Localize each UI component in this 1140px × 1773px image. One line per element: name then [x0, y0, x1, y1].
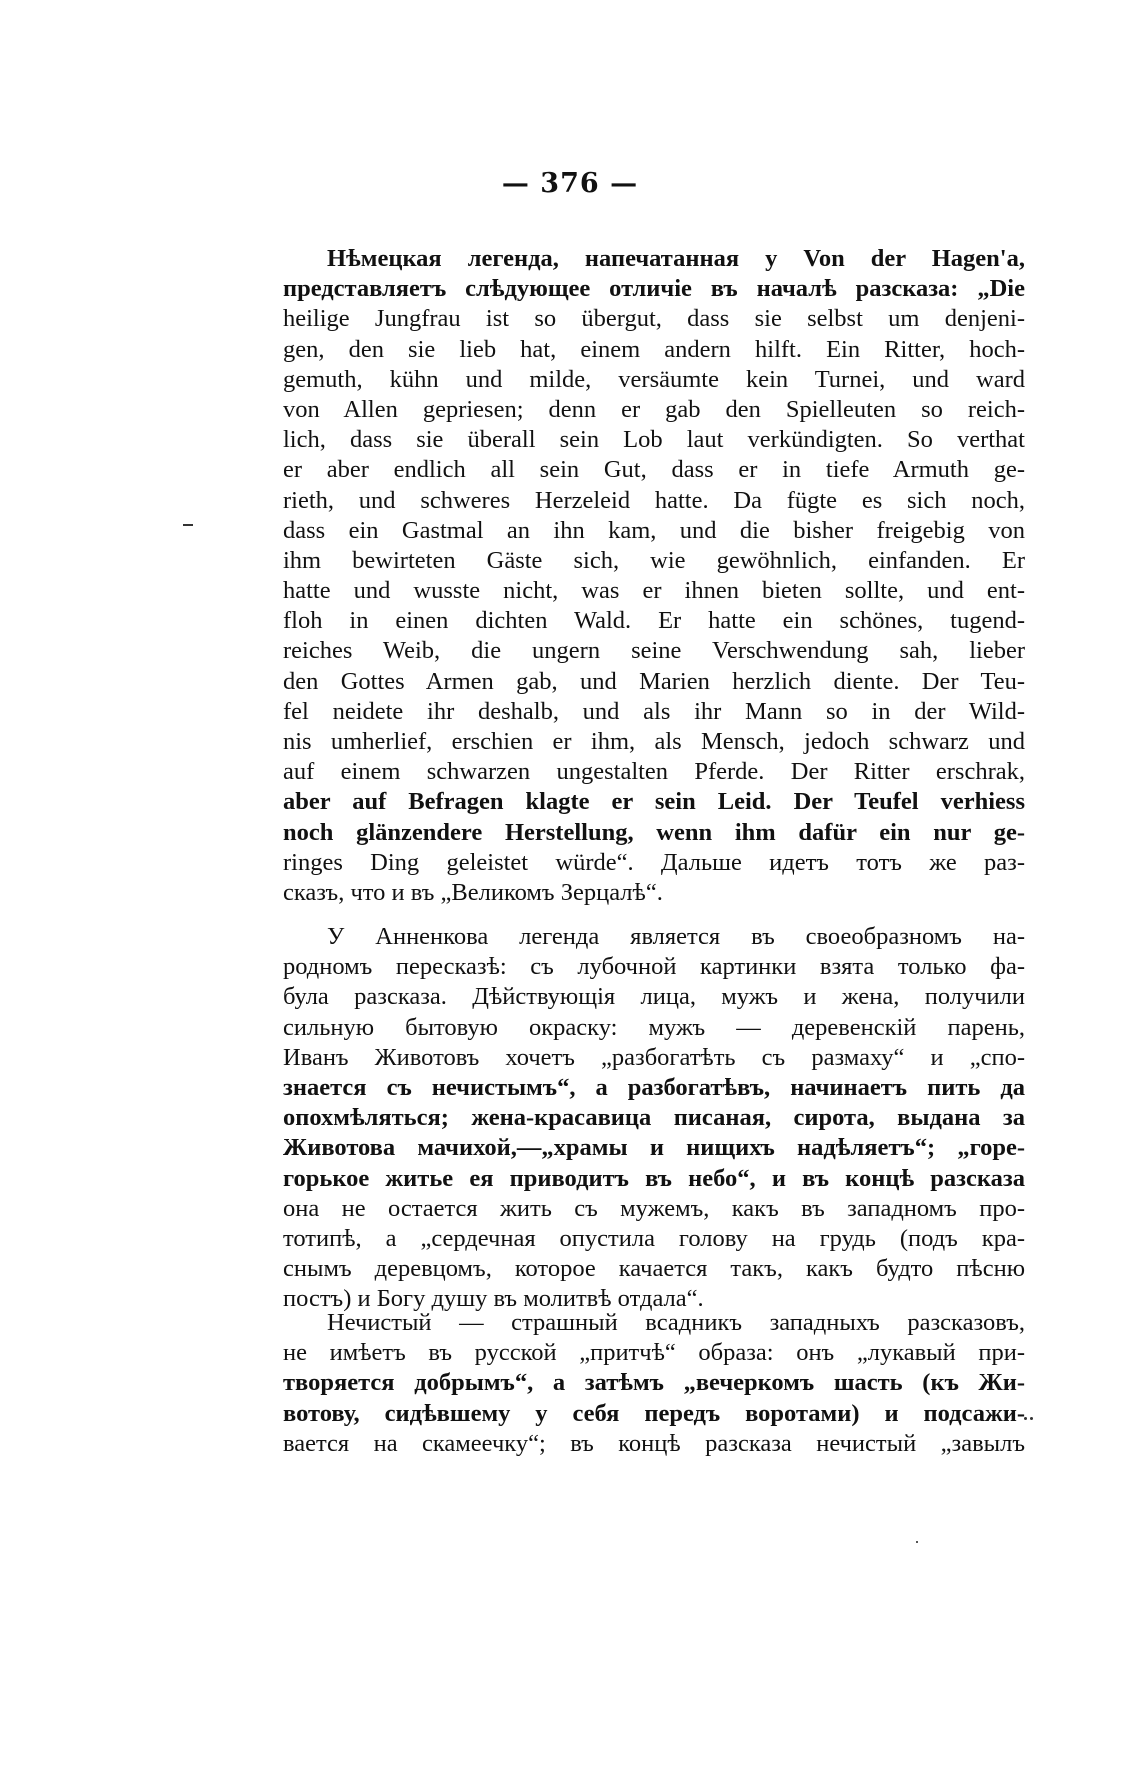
text-line: gen, den sie lieb hat, einem andern hilft. Ein Ritter, hoch-: [283, 335, 1025, 363]
text-line: не имѣетъ въ русской „притчѣ“ образа: онъ „лукавый при-: [283, 1339, 1025, 1367]
text-line: вотову, сидѣвшему у себя передъ воротами) и подсажи-: [283, 1399, 1025, 1427]
text-line: reiches Weib, die ungern seine Verschwendung sah, lieber: [283, 637, 1025, 665]
paragraph-unclean-rider: [283, 1308, 1025, 1459]
text-line: сильную бытовую окраску: мужъ — деревенскій парень,: [283, 1013, 1025, 1041]
text-line: rieth, und schweres Herzeleid hatte. Da fügte es sich noch,: [283, 486, 1025, 514]
text-line: auf einem schwarzen ungestalten Pferde. Der Ritter erschrak,: [283, 758, 1025, 786]
text-line: gemuth, kühn und milde, versäumte kein Turnei, und ward: [283, 365, 1025, 393]
text-line: fel neidete ihr deshalb, und als ihr Mann so in der Wild-: [283, 697, 1025, 725]
text-line: lich, dass sie überall sein Lob laut verkündigten. So verthat: [283, 426, 1025, 454]
text-line: ringes Ding geleistet würde“. Дальше идетъ тотъ же раз-: [283, 848, 1025, 876]
paragraph-german-legend: [283, 244, 1025, 908]
text-line: dass ein Gastmal an ihn kam, und die bisher freigebig von: [283, 516, 1025, 544]
text-line: Животова мачихой,—„храмы и нищихъ надѣляетъ“; „горе-: [283, 1134, 1025, 1162]
page-number: — 376 —: [501, 168, 639, 199]
margin-mark-left: [183, 524, 193, 526]
text-line: сказъ, что и въ „Великомъ Зерцалѣ“.: [283, 878, 663, 906]
text-line: Нечистый — страшный всадникъ западныхъ разсказовъ,: [327, 1309, 1025, 1336]
text-line: тотипѣ, а „сердечная опустила голову на грудь (подъ кра-: [283, 1224, 1025, 1252]
text-line: floh in einen dichten Wald. Er hatte ein schönes, tugend-: [283, 607, 1025, 635]
text-line: У Анненкова легенда является въ своеобразномъ на-: [327, 923, 1025, 950]
text-line: снымъ деревцомъ, которое качается такъ, какъ будто пѣсню: [283, 1255, 1025, 1283]
text-line: noch glänzendere Herstellung, wenn ihm dafür ein nur ge-: [283, 818, 1025, 846]
text-line: heilige Jungfrau ist so übergut, dass sie selbst um denjeni-: [283, 305, 1025, 333]
text-line: родномъ пересказѣ: съ лубочной картинки взята только фа-: [283, 953, 1025, 981]
print-speck: [916, 1541, 918, 1543]
text-line: вается на скамеечку“; въ концѣ разсказа нечистый „завылъ: [283, 1429, 1025, 1457]
text-line: er aber endlich all sein Gut, dass er in tiefe Armuth ge-: [283, 456, 1025, 484]
text-line: aber auf Befragen klagte er sein Leid. Der Teufel verhiess: [283, 788, 1025, 816]
text-line: она не остается жить съ мужемъ, какъ въ западномъ про-: [283, 1194, 1025, 1222]
text-line: представляетъ слѣдующее отличіе въ началѣ разсказа: „Die: [283, 275, 1025, 303]
text-line: hatte und wusste nicht, was er ihnen bieten sollte, und ent-: [283, 577, 1025, 605]
text-line: знается съ нечистымъ“, а разбогатѣвъ, начинаетъ пить да: [283, 1073, 1025, 1101]
text-line: den Gottes Armen gab, und Marien herzlich diente. Der Teu-: [283, 667, 1025, 695]
paragraph-annenkov-legend: [283, 922, 1025, 1314]
text-line: Иванъ Животовъ хочетъ „разбогатѣть съ размаху“ и „спо-: [283, 1043, 1025, 1071]
text-line: von Allen gepriesen; denn er gab den Spielleuten so reich-: [283, 395, 1025, 423]
text-line: творяется добрымъ“, а затѣмъ „вечеркомъ шасть (къ Жи-: [283, 1369, 1025, 1397]
text-line: опохмѣляться; жена-красавица писаная, сирота, выдана за: [283, 1104, 1025, 1132]
text-line: nis umherlief, erschien er ihm, als Mensch, jedoch schwarz und: [283, 728, 1025, 755]
text-line: ihm bewirteten Gäste sich, wie gewöhnlich, einfanden. Er: [283, 546, 1025, 574]
text-line: горькое житье ея приводитъ въ небо“, и въ концѣ разсказа: [283, 1164, 1025, 1192]
text-line: постъ) и Богу душу въ молитвѣ отдала“.: [283, 1285, 704, 1313]
margin-mark-right: [1024, 1405, 1038, 1408]
text-line: Нѣмецкая легенда, напечатанная у Von der Hagen'a,: [327, 245, 1025, 272]
text-line: була разсказа. Дѣйствующія лица, мужъ и жена, получили: [283, 983, 1025, 1011]
